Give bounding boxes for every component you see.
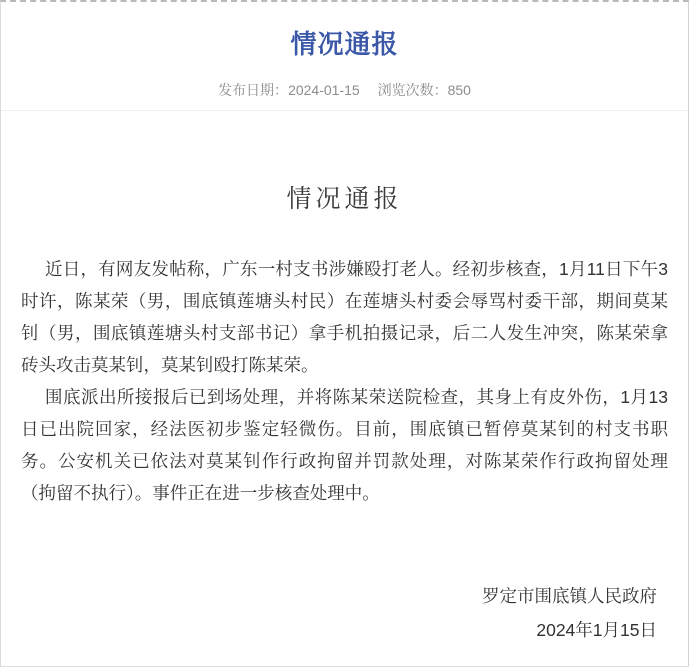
view-count-label: 浏览次数： bbox=[377, 82, 448, 98]
article-title: 情况通报 bbox=[286, 185, 403, 213]
signature-authority: 罗定市围底镇人民政府 bbox=[482, 586, 657, 606]
publish-date bbox=[218, 83, 360, 97]
publish-date-label: 发布日期： bbox=[218, 82, 289, 98]
signature-date: 2024年1月15日 bbox=[536, 620, 657, 640]
view-count bbox=[378, 83, 471, 97]
view-count-value: 850 bbox=[447, 82, 471, 98]
article-body bbox=[21, 253, 668, 509]
page-title: 情况通报 bbox=[290, 29, 399, 59]
signature-block bbox=[21, 579, 668, 647]
page-header bbox=[1, 2, 688, 111]
article-paragraph: 近日，有网友发帖称，广东一村支书涉嫌殴打老人。经初步核查，1月11日下午3时许，陈某荣（男，围底镇莲塘头村民）在莲塘头村委会辱骂村委干部，期间莫某钊（男，围底镇莲塘头村支部书记）拿手机拍摄记录，后二人发生冲突，陈某荣拿砖头攻击莫某钊，莫某钊殴打陈某荣。 bbox=[21, 259, 668, 375]
notice-article bbox=[1, 187, 688, 647]
article-paragraph: 围底派出所接报后已到场处理，并将陈某荣送院检查，其身上有皮外伤，1月13日已出院回家，经法医初步鉴定轻微伤。目前，围底镇已暂停莫某钊的村支书职务。公安机关已依法对莫某钊作行政拘留并罚款处理，对陈某荣作行政拘留处理（拘留不执行）。事件正在进一步核查处理中。 bbox=[21, 387, 668, 503]
meta-line bbox=[1, 83, 688, 97]
publish-date-value: 2024-01-15 bbox=[288, 82, 360, 98]
